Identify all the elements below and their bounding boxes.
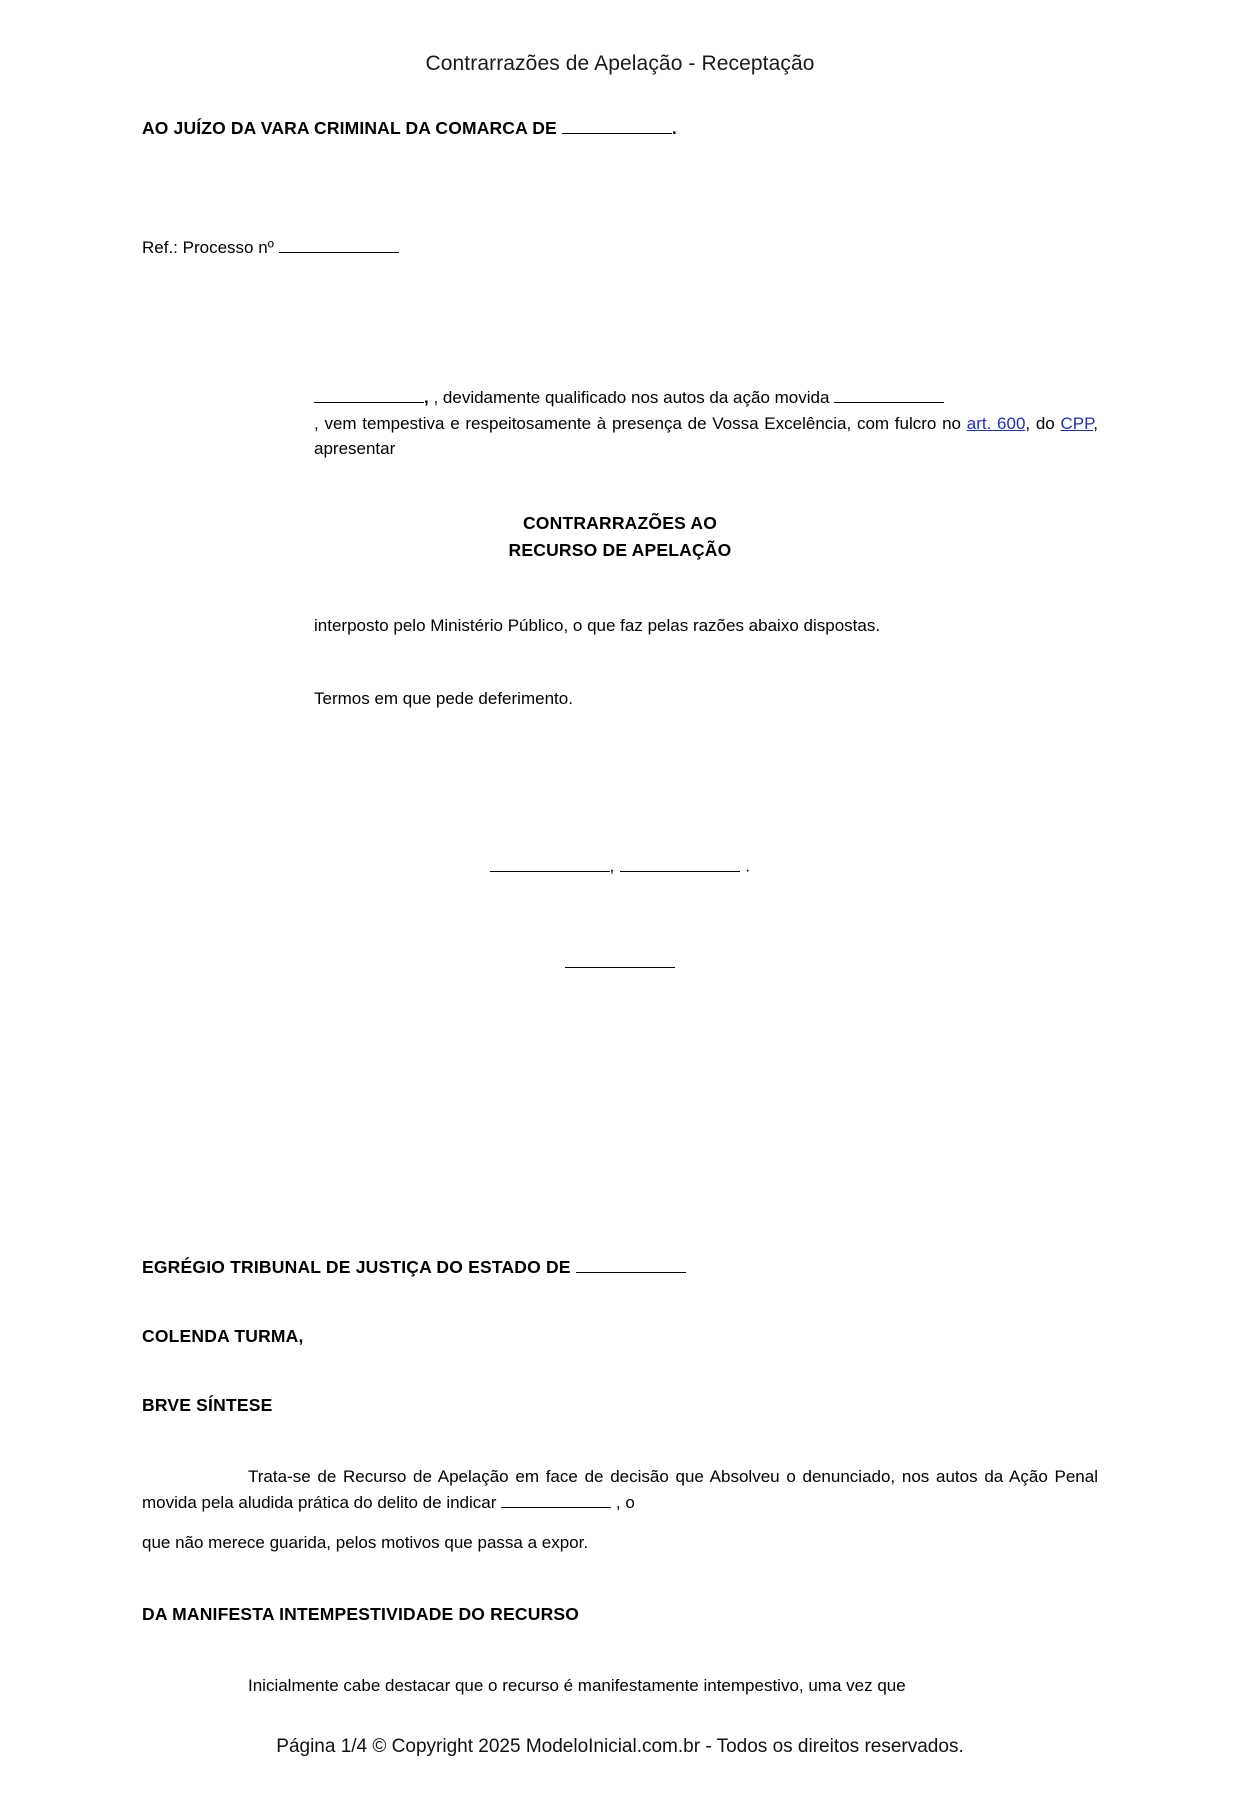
sintese-paragraph — [142, 1464, 1098, 1516]
terms-paragraph: Termos em que pede deferimento. — [314, 689, 573, 709]
after-contrarrazoes-paragraph: interposto pelo Ministério Público, o que faz pelas razões abaixo dispostas. — [314, 615, 881, 635]
intro-paragraph-2 — [142, 411, 1098, 463]
process-reference — [142, 235, 1098, 261]
document-body — [0, 118, 1240, 1698]
party-name-blank — [314, 387, 424, 402]
place-blank — [490, 856, 610, 871]
intempestividade-paragraph — [142, 1673, 1098, 1699]
page-title: Contrarrazões de Apelação - Receptação — [425, 52, 815, 75]
tribunal-heading — [142, 1257, 1098, 1278]
document-page — [0, 52, 1240, 1806]
sign-comma: , — [609, 856, 615, 876]
intempestividade-heading: DA MANIFESTA INTEMPESTIVIDADE DO RECURSO — [142, 1603, 580, 1624]
intro-text-3: , apresentar — [314, 413, 1098, 459]
place-date-line — [142, 856, 1098, 876]
process-number-blank — [279, 238, 399, 253]
intempestividade-text: Inicialmente cabe destacar que o recurso é manifestamente intempestivo, uma vez que — [248, 1675, 906, 1695]
contrarrazoes-line-2: RECURSO DE APELAÇÃO — [508, 540, 732, 561]
contrarrazoes-line-1: CONTRARRAZÕES AO — [522, 513, 718, 534]
page-footer: Página 1/4 © Copyright 2025 ModeloInicial.com.br - Todos os direitos reservados. — [276, 1736, 964, 1757]
tribunal-heading-text: EGRÉGIO TRIBUNAL DE JUSTIÇA DO ESTADO DE — [142, 1257, 571, 1278]
cpp-link[interactable]: CPP — [1060, 413, 1094, 433]
process-ref-label: Ref.: Processo nº — [142, 238, 274, 257]
court-heading — [142, 118, 1098, 139]
intro-paragraph: , , devidamente qualificado nos autos da ação movida — [142, 385, 1098, 411]
delito-blank — [501, 1492, 611, 1507]
sign-period: . — [745, 856, 751, 876]
art-600-link[interactable]: art. 600 — [966, 413, 1026, 433]
date-blank — [620, 856, 740, 871]
action-blank — [834, 387, 944, 402]
intro-text-2: , vem tempestiva e respeitosamente à presença de Vossa Excelência, com fulcro no — [314, 413, 962, 433]
sintese-text-2: , o — [615, 1492, 635, 1512]
brve-sintese-heading: BRVE SÍNTESE — [142, 1395, 273, 1416]
colenda-turma: COLENDA TURMA, — [142, 1326, 304, 1347]
contrarrazoes-title — [142, 510, 1098, 564]
signature-line — [142, 953, 1098, 973]
tribunal-blank — [576, 1257, 686, 1273]
intro-text-1: , devidamente qualificado nos autos da ação movida — [433, 387, 830, 407]
court-blank — [562, 118, 672, 134]
signature-blank — [565, 953, 675, 968]
court-heading-text: AO JUÍZO DA VARA CRIMINAL DA COMARCA DE — [142, 118, 557, 138]
sintese-text-1: Trata-se de Recurso de Apelação em face de decisão que Absolveu o denunciado, nos autos da Ação Penal movida pela aludida prática do delito de indicar — [142, 1467, 1098, 1512]
intro-comma: , do — [1025, 413, 1055, 433]
sintese-paragraph-2: que não merece guarida, pelos motivos que passa a expor. — [142, 1532, 589, 1552]
court-heading-period: . — [671, 118, 677, 138]
